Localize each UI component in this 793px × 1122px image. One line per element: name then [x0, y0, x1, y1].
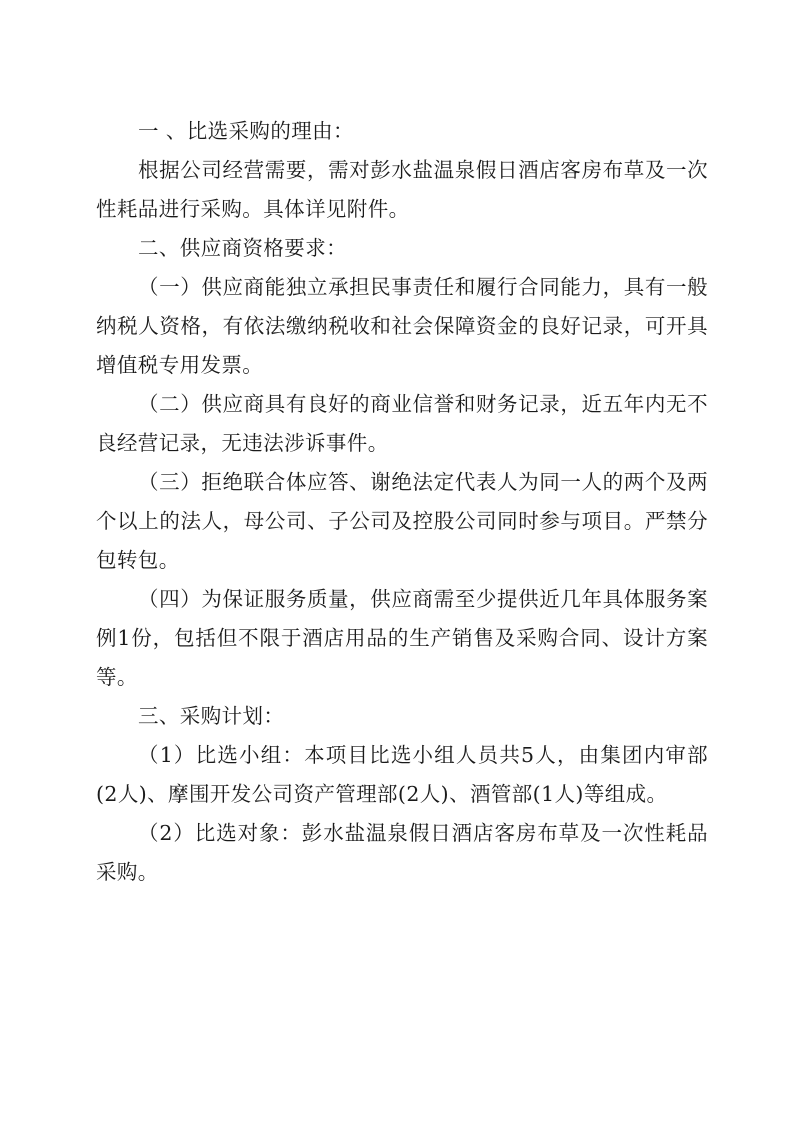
- paragraph-section-2-item-3: （三）拒绝联合体应答、谢绝法定代表人为同一人的两个及两个以上的法人，母公司、子公司及控股公司同时参与项目。严禁分包转包。: [96, 470, 708, 572]
- paragraph-section-1-heading: 一 、比选采购的理由：: [138, 119, 354, 143]
- document-body: [96, 112, 708, 892]
- paragraph-section-2-heading: 二、供应商资格要求：: [138, 236, 347, 260]
- paragraph-section-3-heading: 三、采购计划：: [138, 704, 285, 728]
- paragraph-section-2-item-2: （二）供应商具有良好的商业信誉和财务记录，近五年内无不良经营记录，无违法涉诉事件。: [96, 392, 708, 455]
- paragraph-section-3-item-1: （1）比选小组：本项目比选小组人员共5人，由集团内审部(2人)、摩围开发公司资产管理部(2人)、酒管部(1人)等组成。: [96, 743, 708, 806]
- paragraph-section-2-item-1: （一）供应商能独立承担民事责任和履行合同能力，具有一般纳税人资格，有依法缴纳税收和社会保障资金的良好记录，可开具增值税专用发票。: [96, 275, 708, 377]
- paragraph-section-1-body: 根据公司经营需要，需对彭水盐温泉假日酒店客房布草及一次性耗品进行采购。具体详见附件。: [96, 158, 708, 221]
- paragraph-section-3-item-2: （2）比选对象：彭水盐温泉假日酒店客房布草及一次性耗品采购。: [96, 821, 708, 884]
- paragraph-section-2-item-4: （四）为保证服务质量，供应商需至少提供近几年具体服务案例1份，包括但不限于酒店用品的生产销售及采购合同、设计方案等。: [96, 587, 708, 689]
